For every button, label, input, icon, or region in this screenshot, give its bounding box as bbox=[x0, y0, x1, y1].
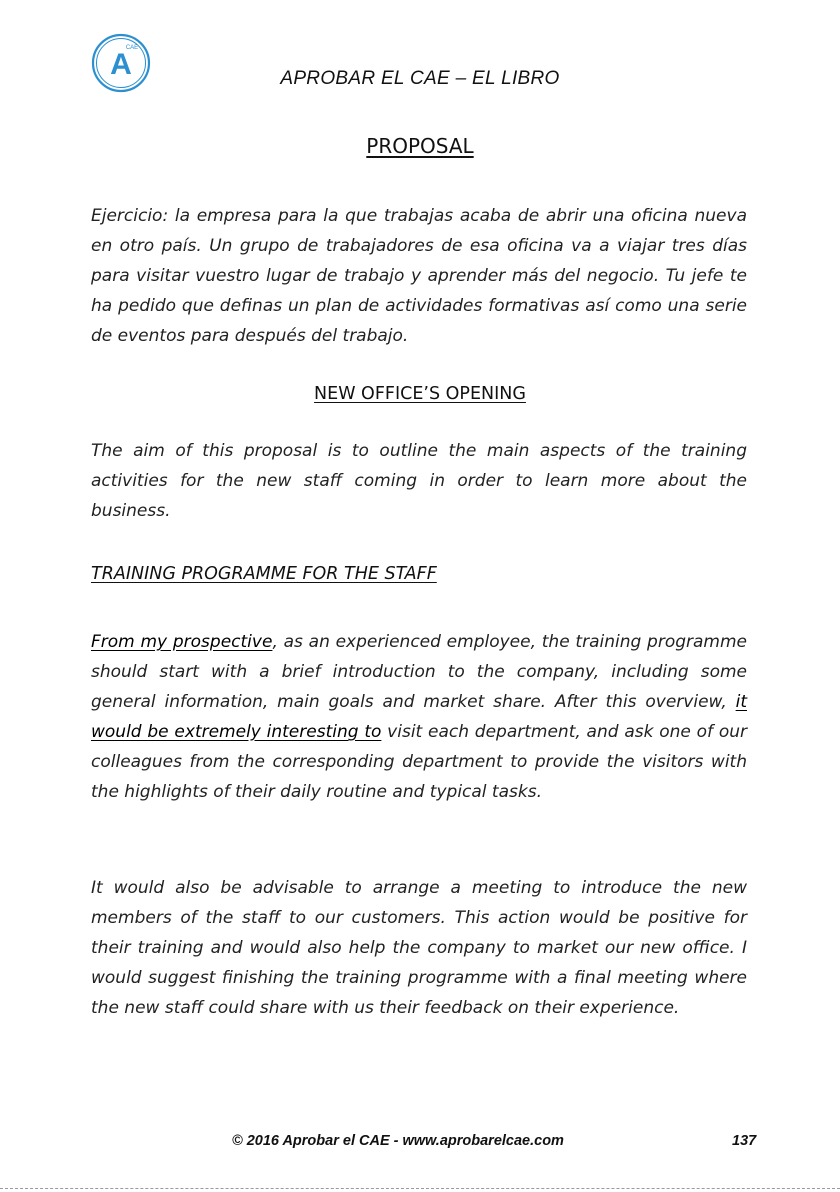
paragraph-text: , as an experienced employee, the training programme should start with a brief introduction to the company, including some general information, main goals and market share. After this overview, bbox=[91, 632, 748, 712]
key-phrase: From my prospective bbox=[91, 632, 273, 652]
key-phrase: it would be extremely interesting to bbox=[91, 692, 747, 742]
page-bottom-divider bbox=[0, 1188, 840, 1189]
page-number: 137 bbox=[732, 1133, 757, 1149]
logo-small-text: CAE bbox=[125, 45, 139, 51]
training-paragraph-1 bbox=[91, 627, 747, 807]
logo-letter: A bbox=[110, 48, 132, 81]
section1-paragraph: The aim of this proposal is to outline the main aspects of the training activities for the new staff coming in order to learn more about the business. bbox=[91, 441, 747, 521]
footer-copyright: © 2016 Aprobar el CAE - www.aprobarelcae.com bbox=[232, 1133, 564, 1149]
section-heading-training-programme: TRAINING PROGRAMME FOR THE STAFF bbox=[91, 564, 437, 584]
section-heading-new-office: NEW OFFICE’S OPENING bbox=[314, 384, 526, 404]
training-paragraph-2: It would also be advisable to arrange a meeting to introduce the new members of the staff to our customers. This action would be positive for their training and would also help the company to market our new office. I would suggest finishing the training programme with a final meeting where the new staff could share with us their feedback on their experience. bbox=[91, 878, 747, 1018]
paragraph-text: visit each department, and ask one of our colleagues from the corresponding department to provide the visitors with the highlights of their daily routine and typical tasks. bbox=[91, 722, 747, 802]
exercise-paragraph: Ejercicio: la empresa para la que trabajas acaba de abrir una oficina nueva en otro país. Un grupo de trabajadores de esa oficina va a viajar tres días para visitar vuestro lugar de trabajo y aprender más del negocio. Tu jefe te ha pedido que definas un plan de actividades formativas así como una serie de eventos para después del trabajo. bbox=[91, 206, 747, 346]
running-header: APROBAR EL CAE – EL LIBRO bbox=[280, 68, 560, 89]
document-title: PROPOSAL bbox=[366, 134, 474, 158]
